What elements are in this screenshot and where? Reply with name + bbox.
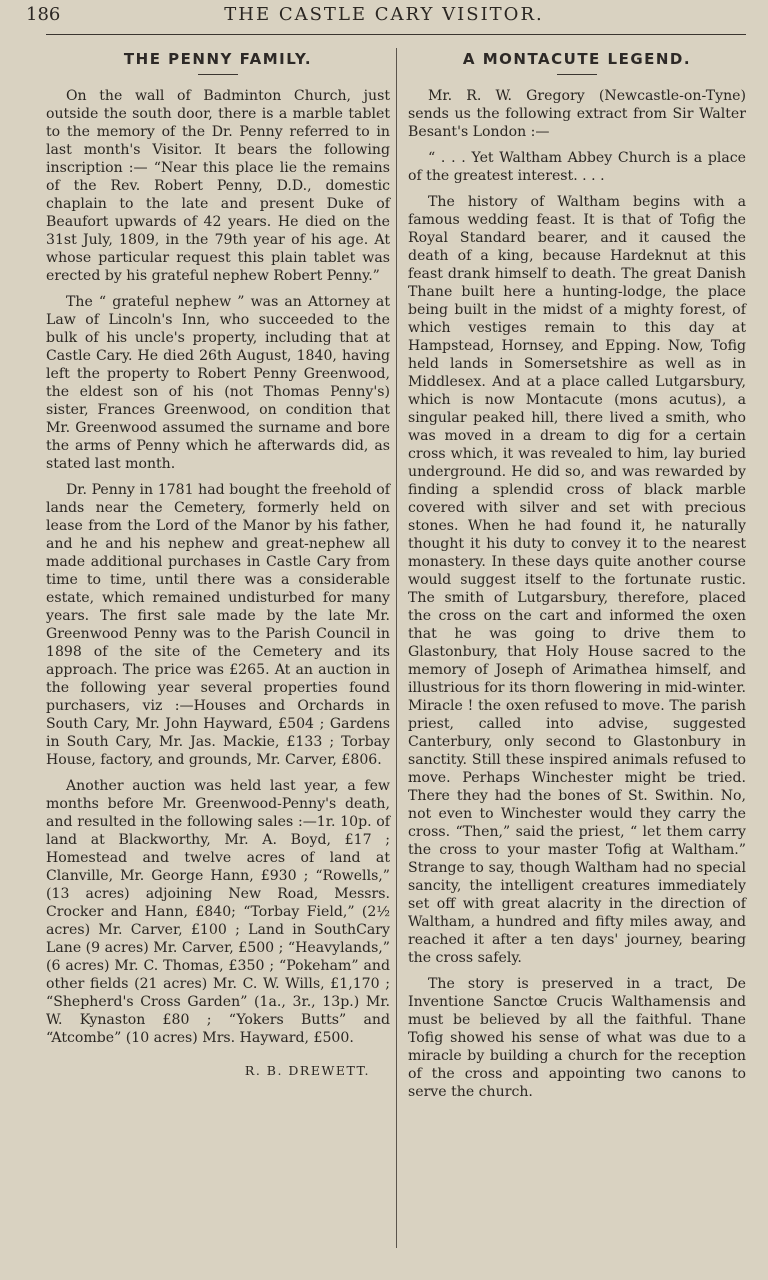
paragraph: The history of Waltham begins with a famous wedding feast. It is that of Tofig the Royal Standard bearer, and it caused the death of a king, because Hardeknut at this feast drank himself to death. The great Danish Thane built here a hunting-lodge, the place being built in the midst of a mighty forest, of which vestiges remain to this day at Hampstead, Hornsey, and Epping. Now, Tofig held lands in Somersetshire as well as in Middlesex. And at a place called Lutgarsbury, which is now Montacute (mons acutus), a singular peaked hill, there lived a smith, who was moved in a dream to dig for a certain cross which, it was revealed to him, lay buried underground. He did so, and was rewarded by finding a splendid cross of black marble covered with silver and set with precious stones. When he had found it, he naturally thought it his duty to convey it to the nearest monastery. In these days quite another course would suggest itself to the fortunate rustic. The smith of Lutgarsbury, therefore, placed the cross on the cart and informed the oxen that he was going to drive them to Glastonbury, that Holy House sacred to the memory of Joseph of Arimathea himself, and illustrious for its thorn flowering in mid-winter. Miracle ! the oxen refused to move. The parish priest, called into advise, suggested Canterbury, only second to Glastonbury in sanctity. Still these inspired animals refused to move. Perhaps Winchester might be tried. There they had the bones of St. Swithin. No, not even to Winchester would they carry the cross. “Then,” said the priest, “ let them carry the cross to your master Tofig at Waltham.” Strange to say, though Waltham had no special sancity, the intelligent creatures immediately set off with great alacrity in the direction of Waltham, a hundred and fifty miles away, and reached it after a ten days' journey, bearing the cross safely. [408, 194, 746, 966]
article-title-penny-family: THE PENNY FAMILY. [123, 50, 313, 68]
author-signature: R. B. DREWETT. [244, 1063, 370, 1078]
paragraph: Another auction was held last year, a few months before Mr. Greenwood-Penny's death, and resulted in the following sales :—1r. 10p. of land at Blackworthy, Mr. A. Boyd, £17 ; Homestead and twelve acres of land at Clanville, Mr. George Hann, £930 ; “Rowells,” (13 acres) adjoining New Road, Messrs. Crocker and Hann, £840; “Torbay Field,” (2½ acres) Mr. Carver, £100 ; Land in SouthCary Lane (9 acres) Mr. Carver, £500 ; “Heavylands,” (6 acres) Mr. C. Thomas, £350 ; “Pokeham” and other fields (21 acres) Mr. C. W. Wills, £1,170 ; “Shepherd's Cross Garden” (1a., 3r., 13p.) Mr. W. Kynaston £80 ; “Yokers Butts” and “Atcombe” (10 acres) Mrs. Hayward, £500. [46, 778, 390, 1046]
paragraph: The “ grateful nephew ” was an Attorney at Law of Lincoln's Inn, who succeeded to the bulk of his uncle's property, including that at Castle Cary. He died 26th August, 1840, having left the property to Robert Penny Greenwood, the eldest son of his (not Thomas Penny's) sister, Frances Greenwood, on condition that Mr. Greenwood assumed the surname and bore the arms of Penny which he afterwards did, as stated last month. [46, 294, 390, 472]
running-title: THE CASTLE CARY VISITOR. [224, 4, 544, 25]
column-divider [396, 48, 397, 1248]
header-rule [46, 34, 746, 35]
right-column [408, 46, 746, 1109]
title-rule [198, 74, 238, 75]
title-rule [557, 74, 597, 75]
paragraph: Mr. R. W. Gregory (Newcastle-on-Tyne) sends us the following extract from Sir Walter Besant's London :— [408, 88, 746, 140]
paragraph: On the wall of Badminton Church, just outside the south door, there is a marble tablet to the memory of the Dr. Penny referred to in last month's Visitor. It bears the following inscription :— “Near this place lie the remains of the Rev. Robert Penny, D.D., domestic chaplain to the late and present Duke of Beaufort upwards of 42 years. He died on the 31st July, 1809, in the 79th year of his age. At whose particular request this plain tablet was erected by his grateful nephew Robert Penny.” [46, 88, 390, 284]
left-column [46, 46, 390, 1078]
paragraph: “ . . . Yet Waltham Abbey Church is a place of the greatest interest. . . . [408, 150, 746, 184]
page-number: 186 [26, 4, 61, 25]
paragraph: Dr. Penny in 1781 had bought the freehold of lands near the Cemetery, formerly held on lease from the Lord of the Manor by his father, and he and his nephew and great-nephew all made additional purchases in Castle Cary from time to time, until there was a considerable estate, which remained undisturbed for many years. The first sale made by the late Mr. Greenwood Penny was to the Parish Council in 1898 of the site of the Cemetery and its approach. The price was £265. At an auction in the following year several properties found purchasers, viz :—Houses and Orchards in South Cary, Mr. John Hayward, £504 ; Gardens in South Cary, Mr. Jas. Mackie, £133 ; Torbay House, factory, and grounds, Mr. Carver, £806. [46, 482, 390, 768]
article-title-montacute-legend: A MONTACUTE LEGEND. [462, 50, 692, 68]
paragraph: The story is preserved in a tract, De Inventione Sanctœ Crucis Walthamensis and must be believed by all the faithful. Thane Tofig showed his sense of what was due to a miracle by building a church for the reception of the cross and appointing two canons to serve the church. [408, 976, 746, 1100]
page-header [0, 0, 768, 30]
